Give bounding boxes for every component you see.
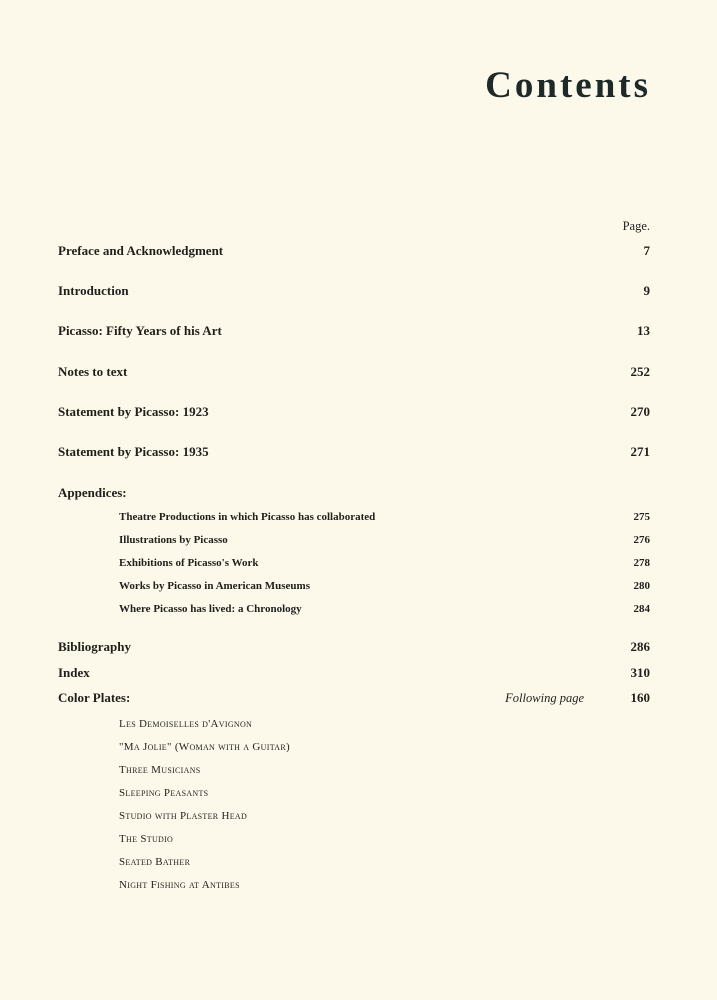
color-plate-item: Three Musicians [119,764,201,776]
color-plate-item: Seated Bather [119,856,191,868]
following-page-note: Following page [505,691,584,705]
toc-entry [58,444,650,462]
toc-entry [58,323,650,341]
appendices-heading [58,485,650,503]
entry-page: 275 [633,511,650,523]
entry-page: 284 [633,603,650,615]
toc-entry [58,283,650,301]
page-column-header: Page. [622,219,650,233]
entry-label: Picasso: Fifty Years of his Art [58,323,222,338]
entry-page: 280 [633,580,650,592]
entry-label: Illustrations by Picasso [119,534,228,546]
entry-page: 13 [637,323,650,338]
toc-entry-color-plates [58,690,650,708]
entry-page: 9 [643,283,650,298]
toc-entry [58,404,650,422]
color-plate-item: "Ma Jolie" (Woman with a Guitar) [119,741,290,753]
color-plate-item: Les Demoiselles d'Avignon [119,718,253,730]
entry-label: Statement by Picasso: 1923 [58,404,209,419]
toc-entry-index [58,665,650,683]
color-plate-item: Night Fishing at Antibes [119,879,240,891]
entry-page: 252 [630,364,650,379]
appendix-entry [119,580,650,598]
entry-page: 7 [643,243,650,258]
appendix-entry [119,603,650,621]
entry-page: 278 [633,557,650,569]
entry-page: 310 [630,665,650,680]
appendix-entry [119,511,650,529]
entry-label: Preface and Acknowledgment [58,243,224,258]
color-plate-item: Sleeping Peasants [119,787,209,799]
entry-page: 270 [630,404,650,419]
entry-page: 276 [633,534,650,546]
entry-label: Exhibitions of Picasso's Work [119,557,259,569]
page-title: Contents [485,65,651,106]
entry-label: Works by Picasso in American Museums [119,580,310,592]
entry-label: Bibliography [58,639,131,654]
entry-label: Theatre Productions in which Picasso has collaborated [119,511,376,523]
entry-label: Color Plates: [58,690,131,705]
entry-label: Where Picasso has lived: a Chronology [119,603,302,615]
toc-entry-bibliography [58,639,650,657]
entry-label: Notes to text [58,364,128,379]
entry-page: 160 [630,690,650,705]
entry-label: Introduction [58,283,129,298]
toc-entry [58,364,650,382]
entry-page: 271 [630,444,650,459]
entry-label: Index [58,665,90,680]
entry-label: Statement by Picasso: 1935 [58,444,209,459]
toc-entry [58,243,650,261]
color-plate-item: The Studio [119,833,174,845]
color-plate-item: Studio with Plaster Head [119,810,248,822]
appendix-entry [119,557,650,575]
appendix-entry [119,534,650,552]
entry-page: 286 [630,639,650,654]
appendices-label: Appendices: [58,485,127,500]
